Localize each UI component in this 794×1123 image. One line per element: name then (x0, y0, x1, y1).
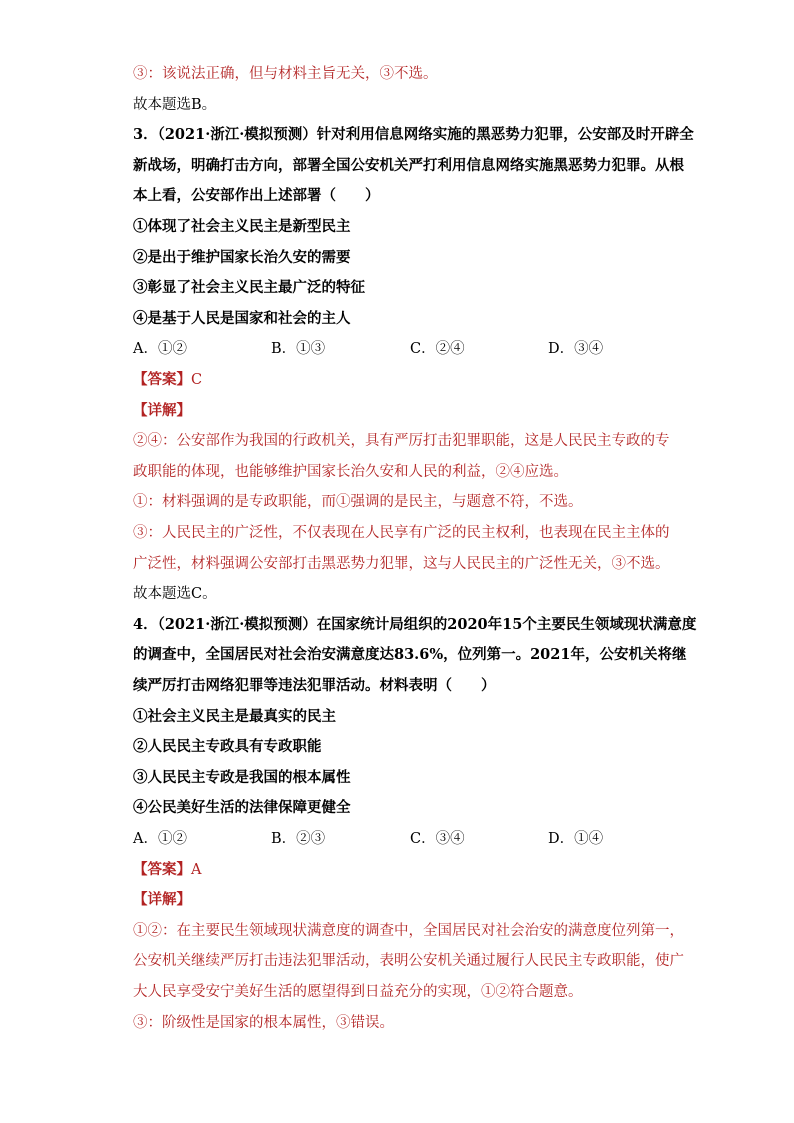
answer-line (133, 370, 693, 390)
answer-option: C．②④ (410, 341, 465, 358)
question-line: 新战场，明确打击方向，部署全国公安机关严打利用信息网络实施黑恶势力犯罪。从根 (133, 156, 684, 174)
explanation-line: 政职能的体现，也能够维护国家长治久安和人民的利益，②④应选。 (133, 463, 568, 480)
explanation-line: 公安机关继续严厉打击违法犯罪活动，表明公安机关通过履行人民民主专政职能，使广 (133, 953, 684, 970)
explanation-line: ③：阶级性是国家的根本属性，③错误。 (133, 1014, 394, 1031)
question-line: ④公民美好生活的法律保障更健全 (133, 799, 351, 817)
conclusion-line: 故本题选B。 (133, 96, 217, 113)
answer-option: D．①④ (548, 831, 604, 847)
explanation-label: 【详解】 (133, 891, 191, 909)
question-line: 4．（2021·浙江·模拟预测）在国家统计局组织的2020年15个主要民生领域现状满意度 (133, 615, 697, 633)
answer-option: A．①② (133, 341, 187, 358)
answer-option: B．②③ (271, 831, 326, 847)
explanation-line: ③：人民民主的广泛性，不仅表现在人民享有广泛的民主权利，也表现在民主主体的 (133, 525, 670, 541)
question-line: ③人民民主专政是我国的根本属性 (133, 768, 351, 786)
explanation-line: ①②：在主要民生领域现状满意度的调查中，全国居民对社会治安的满意度位列第一， (133, 922, 684, 939)
answer-value: A (191, 861, 202, 878)
question-line: ①社会主义民主是最真实的民主 (133, 707, 336, 725)
conclusion-line: 故本题选C。 (133, 586, 217, 603)
question-line: ③彰显了社会主义民主最广泛的特征 (133, 279, 365, 297)
question-line: ①体现了社会主义民主是新型民主 (133, 218, 351, 235)
answer-line (133, 860, 693, 880)
answer-option: A．①② (133, 831, 187, 847)
question-line: ②是出于维护国家长治久安的需要 (133, 248, 351, 266)
explanation-line: 广泛性，材料强调公安部打击黑恶势力犯罪，这与人民民主的广泛性无关，③不选。 (133, 555, 670, 572)
question-line: 3．（2021·浙江·模拟预测）针对利用信息网络实施的黑恶势力犯罪，公安部及时开辟全 (133, 126, 694, 144)
question-line: 续严厉打击网络犯罪等违法犯罪活动。材料表明（ ） (133, 677, 496, 694)
explanation-line: ②④：公安部作为我国的行政机关，具有严厉打击犯罪职能，这是人民民主专政的专 (133, 433, 670, 450)
answer-option: C．③④ (410, 831, 465, 847)
question-line: ④是基于人民是国家和社会的主人 (133, 309, 351, 327)
answer-option: B．①③ (271, 341, 326, 358)
question-line: 的调查中，全国居民对社会治安满意度达83.6%，位列第一。2021年，公安机关将继 (133, 646, 687, 664)
answer-option: D．③④ (548, 341, 604, 358)
explanation-line: 大人民享受安宁美好生活的愿望得到日益充分的实现，①②符合题意。 (133, 984, 583, 1000)
answer-label: 【答案】 (133, 860, 191, 878)
explanation-label: 【详解】 (133, 401, 191, 419)
explanation-line: ①：材料强调的是专政职能，而①强调的是民主，与题意不符，不选。 (133, 494, 583, 511)
question-line: 本上看，公安部作出上述部署（ ） (133, 187, 380, 205)
explanation-line: ③：该说法正确，但与材料主旨无关，③不选。 (133, 66, 438, 82)
question-line: ②人民民主专政具有专政职能 (133, 738, 322, 756)
answer-label: 【答案】 (133, 371, 191, 388)
answer-value: C (191, 372, 203, 388)
